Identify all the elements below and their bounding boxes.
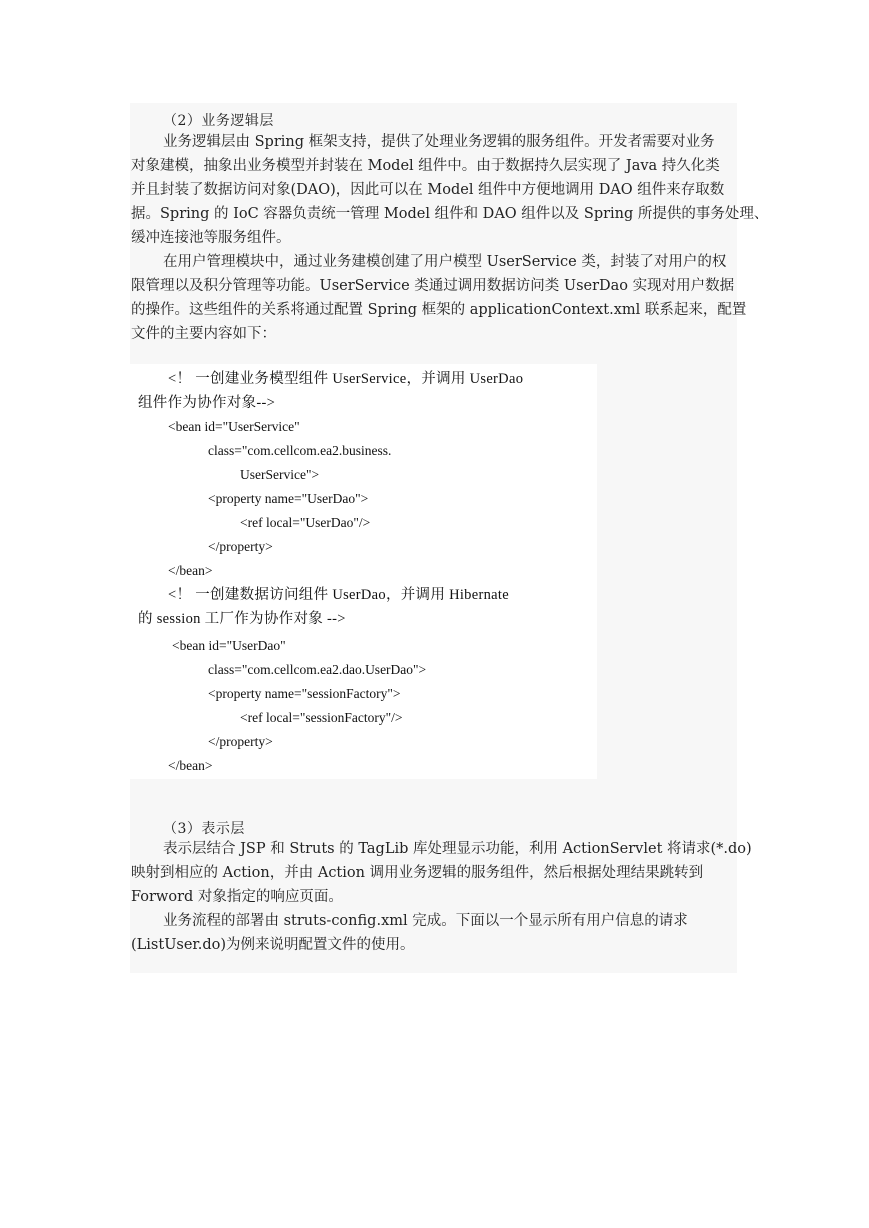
paragraph-line: 据。Spring 的 IoC 容器负责统一管理 Model 组件和 DAO 组件以及 Spring 所提供的事务处理、 <box>131 206 769 222</box>
section-heading-presentation: （3）表示层 <box>163 821 245 837</box>
code-comment: <！ 一创建数据访问组件 UserDao，并调用 Hibernate <box>168 587 509 603</box>
code-line: class="com.cellcom.ea2.business. <box>208 443 392 458</box>
section-heading-business-logic: （2）业务逻辑层 <box>163 113 274 129</box>
paragraph-line: 表示层结合 JSP 和 Struts 的 TagLib 库处理显示功能，利用 ActionServlet 将请求(*.do) <box>163 841 752 857</box>
paragraph-line: 在用户管理模块中，通过业务建模创建了用户模型 UserService 类，封装了对用户的权 <box>163 254 727 270</box>
code-line: </property> <box>208 539 273 554</box>
code-line: </bean> <box>168 758 213 773</box>
code-comment: 的 session 工厂作为协作对象 --> <box>138 611 346 627</box>
code-comment: 组件作为协作对象--> <box>138 395 276 411</box>
paragraph-line: 限管理以及积分管理等功能。UserService 类通过调用数据访问类 UserDao 实现对用户数据 <box>131 278 735 294</box>
paragraph-line: 对象建模，抽象出业务模型并封装在 Model 组件中。由于数据持久层实现了 Java 持久化类 <box>131 158 720 174</box>
paragraph-line: Forword 对象指定的响应页面。 <box>131 889 343 905</box>
code-snippet <box>130 364 597 779</box>
paragraph-line: 业务逻辑层由 Spring 框架支持，提供了处理业务逻辑的服务组件。开发者需要对业务 <box>163 134 715 150</box>
paragraph-line: 的操作。这些组件的关系将通过配置 Spring 框架的 applicationContext.xml 联系起来，配置 <box>131 302 747 318</box>
paragraph-line: 缓冲连接池等服务组件。 <box>131 230 291 246</box>
paragraph-line: 业务流程的部署由 struts-config.xml 完成。下面以一个显示所有用户信息的请求 <box>163 913 688 929</box>
code-line: <ref local="UserDao"/> <box>240 515 371 530</box>
code-line: </bean> <box>168 563 213 578</box>
code-line: <bean id="UserDao" <box>172 638 286 653</box>
code-line: <property name="sessionFactory"> <box>208 686 401 701</box>
code-line: <property name="UserDao"> <box>208 491 369 506</box>
paragraph-line: 并且封装了数据访问对象(DAO)，因此可以在 Model 组件中方便地调用 DAO 组件来存取数 <box>131 182 725 198</box>
paragraph-line: 映射到相应的 Action，并由 Action 调用业务逻辑的服务组件，然后根据处理结果跳转到 <box>131 865 704 881</box>
code-line: </property> <box>208 734 273 749</box>
code-line: UserService"> <box>240 467 320 482</box>
code-line: <ref local="sessionFactory"/> <box>240 710 403 725</box>
code-line: <bean id="UserService" <box>168 419 300 434</box>
paragraph-line: (ListUser.do)为例来说明配置文件的使用。 <box>131 937 415 953</box>
code-line: class="com.cellcom.ea2.dao.UserDao"> <box>208 662 427 677</box>
code-comment: <！ 一创建业务模型组件 UserService，并调用 UserDao <box>168 371 524 387</box>
paragraph-line: 文件的主要内容如下： <box>131 326 276 342</box>
